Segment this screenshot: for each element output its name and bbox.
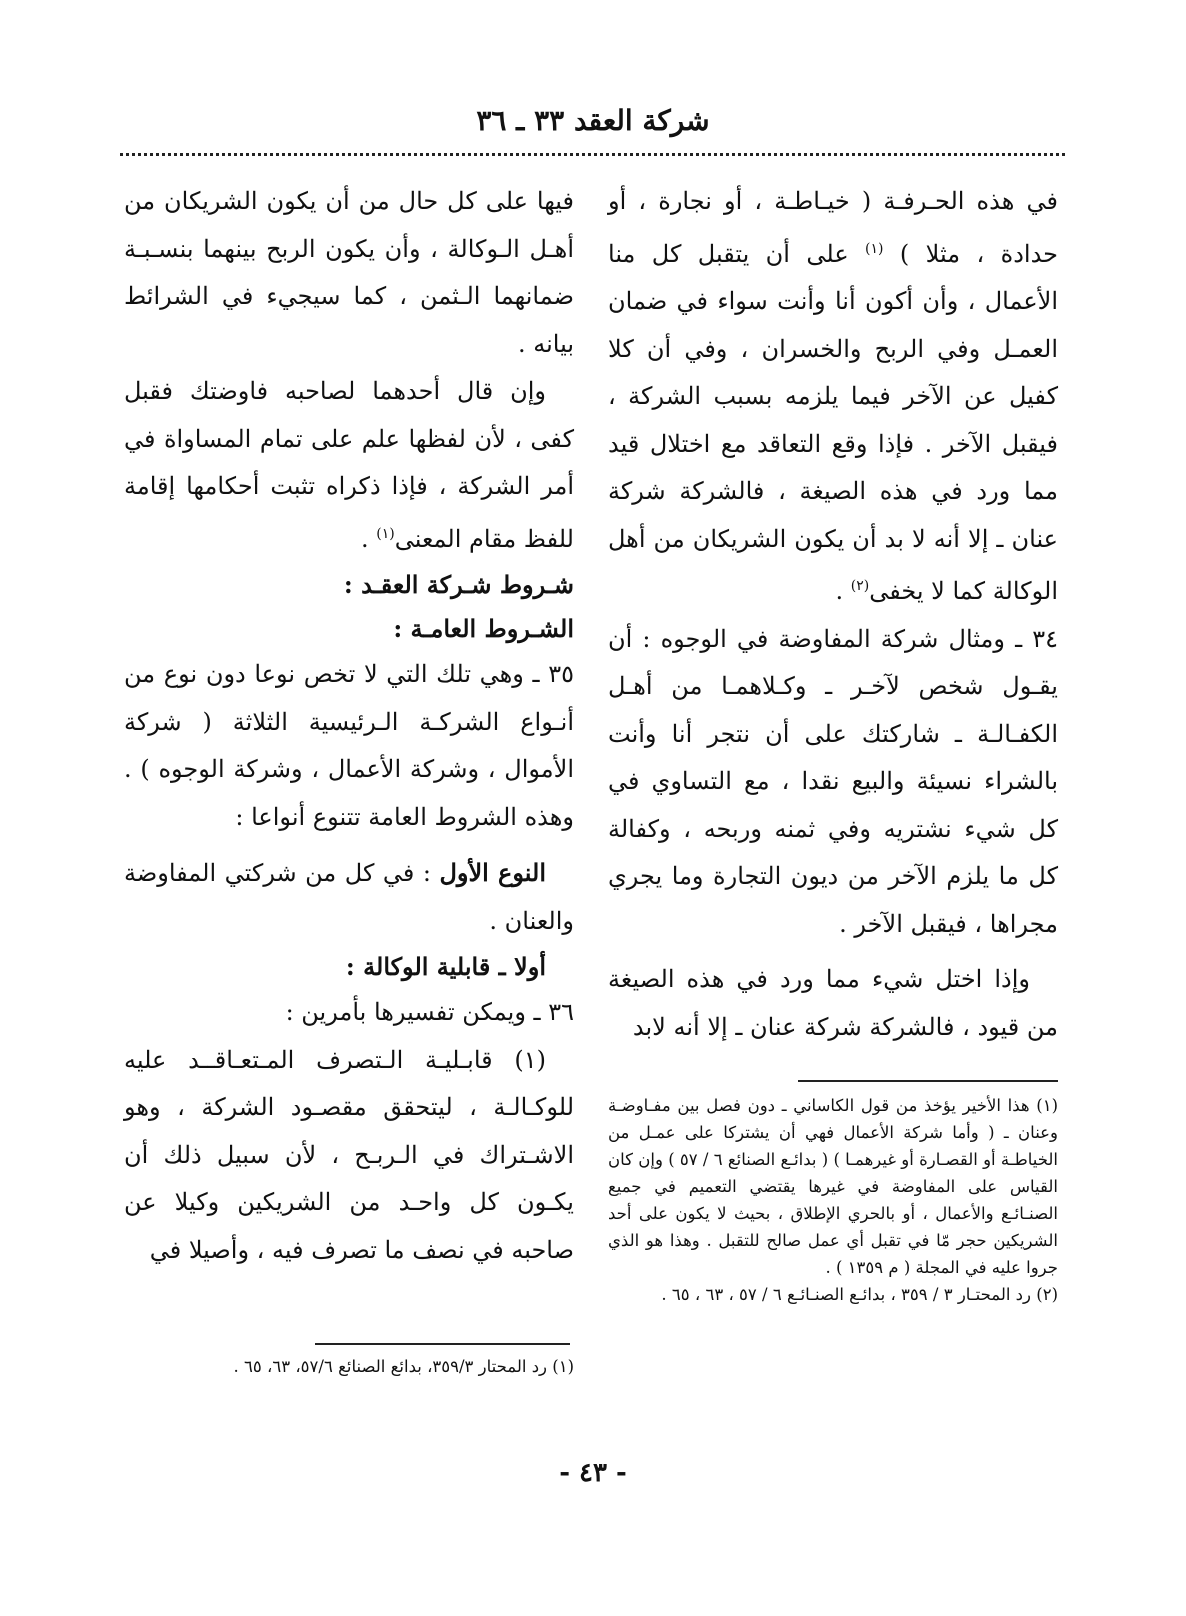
footnote-separator [798,1080,1058,1082]
paragraph-text: : في كل من شركتي المفاوضة والعنان . [124,859,574,935]
paragraph: ٣٦ ـ ويمكن تفسيرها بأمرين : [285,998,574,1026]
paragraph: ٣٥ ـ وهي تلك التي لا تخص نوعا دون نوع من أنـواع الشركـة الـرئيسية الثلاثة ( شركة الأموال ، وشركة الأعمال ، وشركة الوجوه ) . وهذه الشروط العامة تتنوع أنواعا : [124,660,574,831]
paragraph [608,178,1058,616]
inline-heading: النوع الأول [439,858,547,887]
paragraph: ٣٤ ـ ومثال شركة المفاوضة في الوجوه : أن يقـول شخص لآخـر ـ وكـلاهمـا من أهـل الكفـالـة ـ شاركتك على أن نتجر أنا وأنت بالشراء نسيئة والبيع نقدا ، مع التساوي في كل شيء نشتريه وفي ثمنه وربحه ، وكفالة كل ما يلزم الآخر من ديون التجارة وما يجري مجراها ، فيقبل الآخر . [608,624,1058,938]
paragraph-text: في هذه الحـرفـة ( خيـاطـة ، أو نجارة ، أو حدادة ، مثلا ) [608,187,1058,268]
subsection-heading: أولا ـ قابلية الوكالة : [345,952,546,981]
subsection-heading: الشـروط العامـة : [393,614,574,643]
paragraph-text: وإن قال أحدهما لصاحبه فاوضتك فقبل كفى ، لأن لفظها علم على تمام المساواة في أمر الشركة ، فإذا ذكراه تثبت أحكامها إقامة للفظ مقام المعنى [124,377,574,553]
paragraph-text: على أن يتقبل كل منا الأعمال ، وأن أكون أنا وأنت سواء في ضمان العمـل وفي الربح والخسران ، وفي أن كلا كفيل عن الآخر فيما يلزمه بسبب الشركة ، فيقبل الآخر . فإذا وقع التعاقد مع اختلال قيد مما ورد في هذه الصيغة ، فالشركة شركة عنان ـ إلا أنه لا بد أن يكون الشريكان من أهل الوكالة كما لا يخفى [608,239,1059,605]
paragraph [124,368,574,563]
header-dotted-rule [120,153,1065,156]
footnote-separator [315,1343,570,1345]
paragraph: وإذا اختل شيء مما ورد في هذه الصيغة من قيود ، فالشركة شركة عنان ـ إلا أنه لابد [608,965,1058,1041]
paragraph-text: . [835,577,851,605]
right-column [608,178,1058,1051]
footnote: (١) هذا الأخير يؤخذ من قول الكاساني ـ دون فصل بين مفـاوضـة وعنان ـ ( وأما شركة الأعمال فهي أن يشتركا على عمـل من الخياطـة أو القصـارة أو غيرهمـا ) ( بدائـع الصنائع ٦ / ٥٧ ) وإن كان القياس على المفاوضة في غيرها يقتضي التعميم في جميع الصنـائـع والأعمال ، أو بالحري الإطلاق ، بحيث لا يكون على أحد الشريكين حجر مّا في تقبل أي عمل صالح للتقبل . وهذا هو الذي جروا عليه في المجلة ( م ١٣٥٩ ) . [608,1096,1058,1277]
paragraph [124,849,574,945]
footnote: (١) رد المحتار ٣٥٩/٣، بدائع الصنائع ٥٧/٦، ٦٣، ٦٥ . [233,1357,574,1376]
footnote: (٢) رد المحتـار ٣ / ٣٥٩ ، بدائـع الصنـائـع ٦ / ٥٧ ، ٦٣ ، ٦٥ . [661,1285,1058,1304]
running-header: شركة العقد ٣٣ ـ ٣٦ [476,104,710,137]
left-column [124,178,574,1274]
paragraph: فيها على كل حال من أن يكون الشريكان من أهـل الـوكالة ، وأن يكون الربح بينهما بنسـبـة ضمانهما الـثمن ، كما سيجيء في الشرائط بيانه . [124,187,574,358]
paragraph: (١) قابـليـة الـتصرف المـتعـاقــد عليه للوكـالـة ، ليتحقق مقصـود الشركة ، وهو الاشـتراك في الـربـح ، لأن سبيل ذلك أن يكـون كل واحـد من الشريكين وكيلا عن صاحبه في نصف ما تصرف فيه ، وأصيلا في [124,1045,574,1264]
footnote-marker: (٢) [850,578,870,594]
page-number: - ٤٣ - [559,1458,627,1488]
footnotes-right [608,1092,1058,1308]
footnote-marker: (١) [376,525,395,542]
footnote-marker: (١) [865,240,884,257]
footnotes-left [124,1353,574,1380]
section-heading: شـروط شـركة العقـد : [343,570,574,599]
paragraph-text: . [360,524,377,553]
